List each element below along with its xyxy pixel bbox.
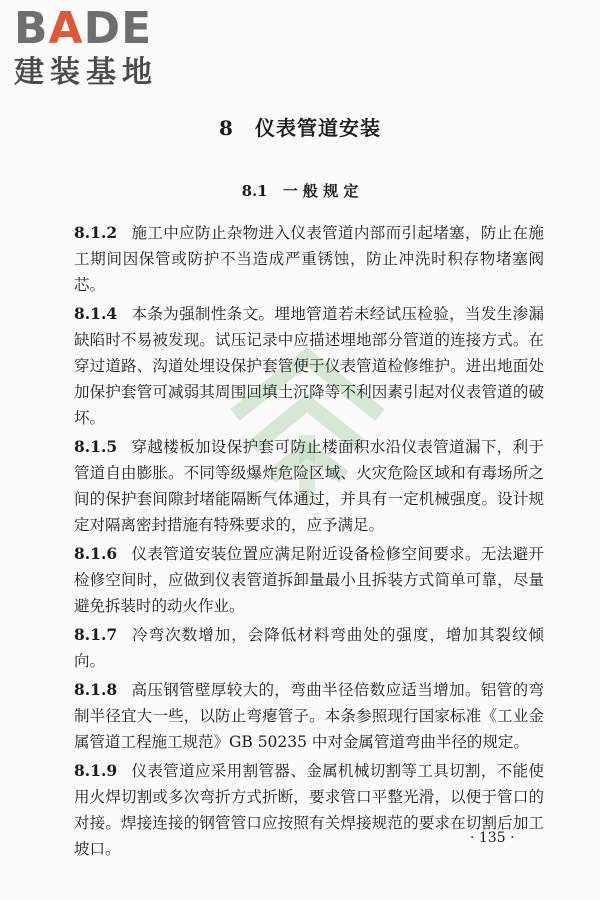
clause bbox=[74, 220, 544, 298]
bade-logo bbox=[14, 3, 184, 92]
clause-number: 8.1.6 bbox=[74, 544, 118, 563]
logo-letter-a: A bbox=[48, 3, 84, 54]
clause-text: 高压钢管壁厚较大的，弯曲半径倍数应适当增加。铝管的弯制半径宜大一些，以防止弯瘪管子。本条参照现行国家标准《工业金属管道工程施工规范》GB 50235 中对金属管道弯曲半径的规定。 bbox=[74, 681, 544, 751]
section-heading: 8.1 一 般 规 定 bbox=[241, 182, 359, 200]
clause-number: 8.1.9 bbox=[74, 761, 118, 780]
chapter-title: 8 仪表管道安装 bbox=[219, 116, 381, 140]
logo-letters-de: DE bbox=[83, 3, 153, 54]
clause-text: 穿越楼板加设保护套可防止楼面积水沿仪表管道漏下，利于管道自由膨胀。不同等级爆炸危险区域、火灾危险区域和有毒场所之间的保护套间隙封堵能隔断气体通过，并具有一定机械强度。设计规定对隔离密封措施有特殊要求的，应予满足。 bbox=[74, 438, 544, 534]
clause bbox=[74, 434, 544, 538]
clause-text: 仪表管道应采用割管器、金属机械切割等工具切割，不能使用火焊切割或多次弯折方式折断，要求管口平整光滑，以便于管口的对接。焊接连接的钢管管口应按照有关焊接规范的要求在切割后加工坡口。 bbox=[74, 762, 544, 858]
clause bbox=[74, 677, 544, 755]
clause-number: 8.1.7 bbox=[74, 625, 118, 644]
clause-number: 8.1.2 bbox=[74, 223, 118, 242]
clause-list bbox=[74, 220, 544, 865]
clause bbox=[74, 758, 544, 862]
clause bbox=[74, 622, 544, 674]
logo-brand bbox=[14, 3, 184, 54]
clause bbox=[74, 541, 544, 619]
clause bbox=[74, 301, 544, 431]
clause-number: 8.1.4 bbox=[74, 304, 118, 323]
clause-text: 本条为强制性条文。埋地管道若未经试压检验，当发生渗漏缺陷时不易被发现。试压记录中应描述埋地部分管道的连接方式。在穿过道路、沟道处埋设保护套管便于仪表管道检修维护。进出地面处加保护套管可减弱其周围回填土沉降等不利因素引起对仪表管道的破坏。 bbox=[74, 305, 544, 427]
clause-number: 8.1.5 bbox=[74, 437, 118, 456]
clause-text: 冷弯次数增加，会降低材料弯曲处的强度，增加其裂纹倾向。 bbox=[74, 626, 544, 670]
clause-text: 施工中应防止杂物进入仪表管道内部而引起堵塞，防止在施工期间因保管或防护不当造成严重锈蚀，防止冲洗时积存物堵塞阀芯。 bbox=[74, 224, 544, 294]
logo-letter-b: B bbox=[14, 3, 49, 54]
clause-number: 8.1.8 bbox=[74, 680, 118, 699]
page-number: · 135 · bbox=[470, 830, 515, 846]
clause-text: 仪表管道安装位置应满足附近设备检修空间要求。无法避开检修空间时，应做到仪表管道拆卸量最小且拆装方式简单可靠，尽量避免拆装时的动火作业。 bbox=[74, 545, 544, 615]
logo-subtitle: 建装基地 bbox=[14, 55, 158, 90]
